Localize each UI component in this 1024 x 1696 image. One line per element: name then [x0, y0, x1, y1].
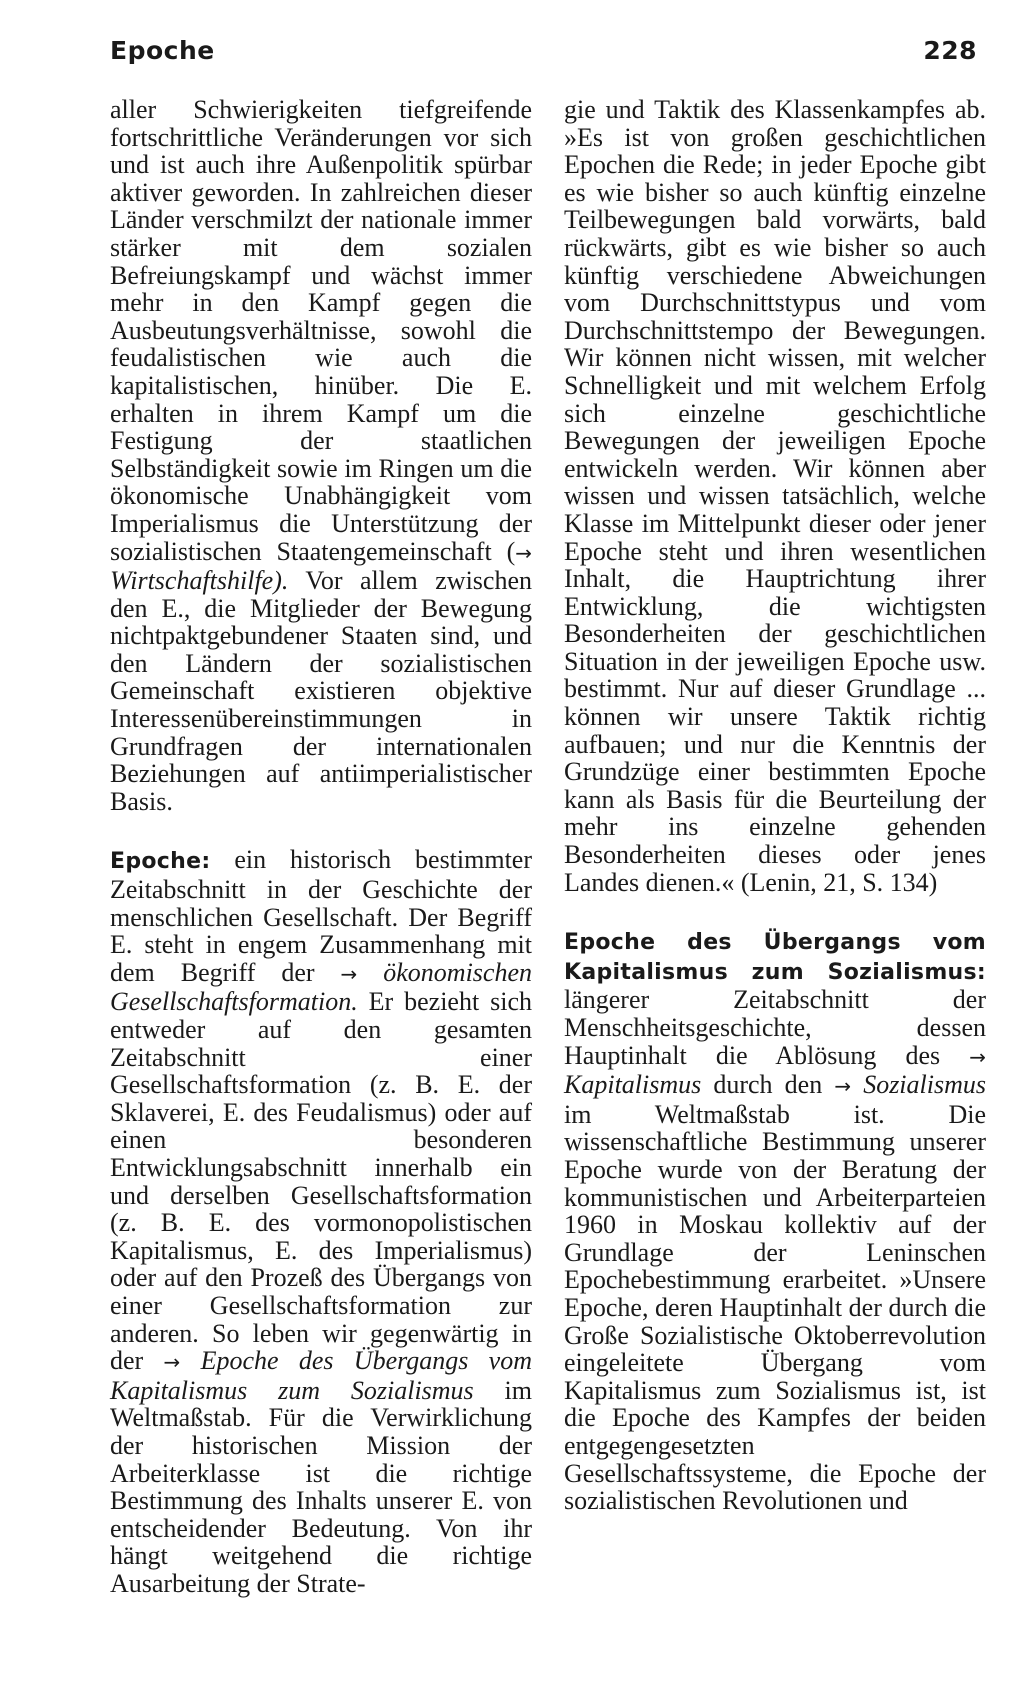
continued-entry-paragraph: aller Schwierigkeiten tiefgreifende fortschrittliche Veränderungen vor sich und ist auch ihre Außenpolitik spürbar aktiver geworden. In zahlreichen dieser Länder verschmilzt der nationale immer stärker mit dem sozialen Befreiungskampf und wächst immer mehr in den Kampf gegen die Ausbeutungsverhältnisse, sowohl die feudalistischen wie auch die kapitalistischen, hinüber. Die E. erhalten in ihrem Kampf um die Festigung der staatlichen Selbständigkeit sowie im Ringen um die ökonomische Unabhängigkeit vom Imperialismus die Unterstützung der sozialistischen Staatengemeinschaft (→ Wirtschaftshilfe). Vor allem zwischen den E., die Mitglieder der Bewegung nichtpaktgebundener Staaten sind, und den Ländern der sozialistischen Gemeinschaft existieren objektive Interessenübereinstimmungen in Grundfragen der internationalen Beziehungen auf antiimperialistischer Basis.	[110, 95, 532, 816]
page-number: 228	[923, 36, 977, 65]
cross-reference: Sozialismus	[863, 1070, 986, 1100]
right-column	[564, 96, 986, 1515]
cross-reference: Epoche des Übergangs vom Kapitalismus zum Sozialismus	[110, 1346, 533, 1405]
cross-reference-arrow: →	[969, 1044, 986, 1069]
cross-reference-arrow: →	[834, 1074, 852, 1099]
cross-reference-arrow: →	[163, 1350, 181, 1375]
entry-epoche: Epoche: ein historisch bestimmter Zeitabschnitt in der Geschichte der menschlichen Gesellschaft. Der Begriff E. steht in engem Zusammenhang mit dem Begriff der → ökonomischen Gesellschaftsformation. Er bezieht sich entweder auf den gesamten Zeitabschnitt einer Gesellschaftsformation (z. B. E. der Sklaverei, E. des Feudalismus) oder auf einen besonderen Entwicklungsabschnitt innerhalb ein und derselben Gesellschaftsformation (z. B. E. des vormonopolistischen Kapitalismus, E. des Imperialismus) oder auf den Prozeß des Übergangs von einer Gesellschaftsformation zur anderen. So leben wir gegenwärtig in der → Epoche des Übergangs vom Kapitalismus zum Sozialismus im Weltmaßstab. Für die Verwirklichung der historischen Mission der Arbeiterklasse ist die richtige Bestimmung des Inhalts unserer E. von entscheidender Bedeutung. Von ihr hängt weitgehend die richtige Ausarbeitung der Strate-	[110, 845, 533, 1598]
page-header	[110, 36, 977, 76]
continued-entry-paragraph: gie und Taktik des Klassenkampfes ab. »Es ist von großen geschichtlichen Epochen die Rede; in jeder Epoche gibt es wie bisher so auch künftig einzelne Teilbewegungen bald vorwärts, bald rückwärts, gibt es wie bisher so auch künftig verschiedene Abweichungen vom Durchschnittstypus und vom Durchschnittstempo der Bewegungen. Wir können nicht wissen, mit welcher Schnelligkeit und mit welchem Erfolg sich einzelne geschichtliche Bewegungen der jeweiligen Epoche entwickeln werden. Wir können aber wissen und wissen tatsächlich, welche Klasse im Mittelpunkt dieser oder jener Epoche steht und ihren wesentlichen Inhalt, die Hauptrichtung ihrer Entwicklung, die wichtigsten Besonderheiten der geschichtlichen Situation in der jeweiligen Epoche usw. bestimmt. Nur auf dieser Grundlage ... können wir unsere Taktik richtig aufbauen; und nur die Kenntnis der Grundzüge einer bestimmten Epoche kann als Basis für die Beurteilung der mehr ins einzelne gehenden Besonderheiten dieses oder jenes Landes dienen.« (Lenin, 21, S. 134)	[564, 95, 986, 897]
entry-epoche-des-uebergangs: Epoche des Übergangs vom Kapitalismus zum Sozialismus: längerer Zeitabschnitt der Menschheitsgeschichte, dessen Hauptinhalt die Ablösung des → Kapitalismus durch den → Sozialismus im Weltmaßstab ist. Die wissenschaftliche Bestimmung unserer Epoche wurde von der Beratung der kommunistischen und Arbeiterparteien 1960 in Moskau kollektiv auf der Grundlage der Leninschen Epochebestimmung erarbeitet. »Unsere Epoche, deren Hauptinhalt der durch die Große Sozialistische Oktoberrevolution eingeleitete Übergang vom Kapitalismus zum Sozialismus ist, ist die Epoche des Kampfes der beiden entgegengesetzten Gesellschaftssysteme, die Epoche der sozialistischen Revolutionen und	[564, 930, 986, 1516]
cross-reference: Wirtschaftshilfe).	[110, 566, 289, 596]
cross-reference: ökonomischen Gesellschaftsformation.	[110, 957, 533, 1017]
cross-reference-arrow: →	[515, 540, 532, 565]
headword: Epoche des Übergangs vom Kapitalismus zum Sozialismus:	[564, 930, 986, 985]
headword: Epoche:	[110, 849, 211, 875]
cross-reference: Kapitalismus	[564, 1070, 702, 1100]
left-column	[110, 96, 532, 1597]
running-head: Epoche	[110, 36, 215, 65]
cross-reference-arrow: →	[340, 961, 358, 986]
